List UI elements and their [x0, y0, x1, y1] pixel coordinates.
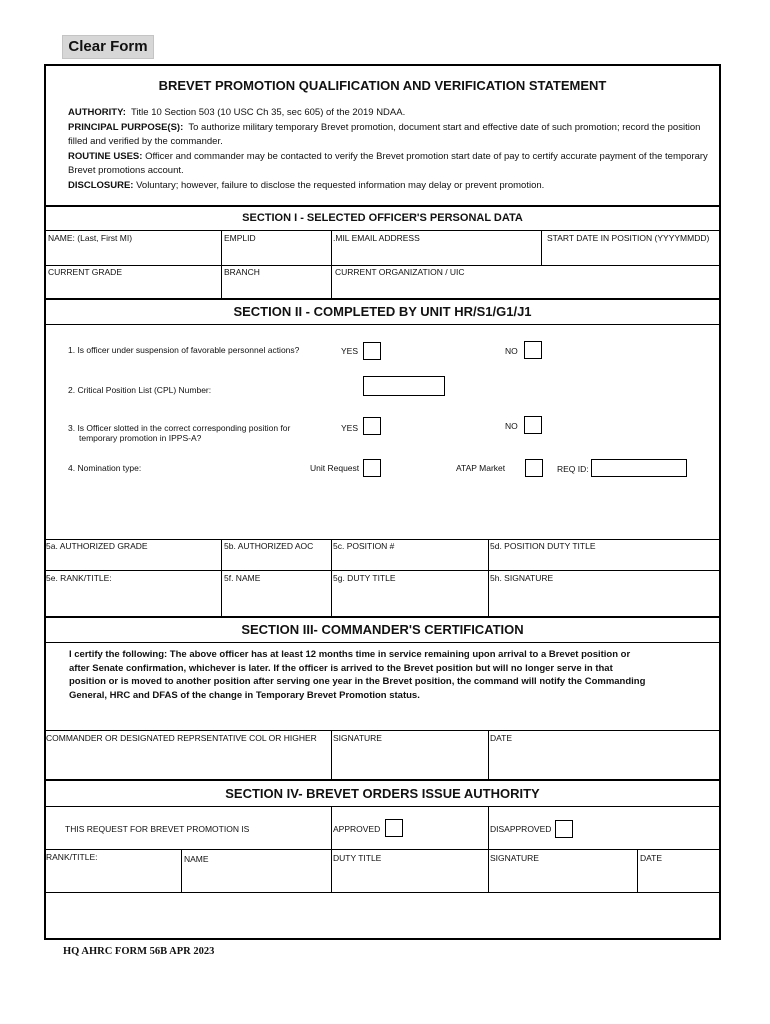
approved-checkbox[interactable] — [385, 819, 403, 837]
cell-border — [488, 539, 489, 617]
q1-yes-label: YES — [341, 346, 359, 356]
authority-text: Title 10 Section 503 (10 USC Ch 35, sec 605) of the 2019 NDAA. — [130, 107, 406, 118]
current-grade-label: CURRENT GRADE — [48, 267, 122, 277]
divider — [44, 205, 721, 207]
q1-no-label: NO — [505, 346, 518, 356]
cell-border — [221, 539, 222, 617]
divider — [44, 298, 721, 300]
authority-label: AUTHORITY: — [68, 107, 126, 118]
divider — [44, 806, 721, 807]
certification-line: position or is moved to another position after serving one year in the Brevet position, the command will notify the Commanding — [69, 676, 646, 687]
request-status-text: THIS REQUEST FOR BREVET PROMOTION IS — [65, 824, 250, 834]
atap-market-label: ATAP Market — [456, 463, 506, 473]
q1-no-checkbox[interactable] — [524, 341, 542, 359]
privacy-statement — [68, 106, 708, 193]
commander-label: COMMANDER OR DESIGNATED REPRSENTATIVE COL OR HIGHER — [46, 733, 317, 743]
name-label: NAME: (Last, First MI) — [48, 233, 133, 243]
purpose-label: PRINCIPAL PURPOSE(S): — [68, 121, 184, 133]
organization-label: CURRENT ORGANIZATION / UIC — [335, 267, 465, 277]
commander-date-label: DATE — [490, 733, 513, 743]
req-id-label: REQ ID: — [557, 464, 589, 474]
certification-line: after Senate confirmation, whichever is later. If the officer is arrived to the Brevet position but will no longer serve in that — [69, 662, 613, 674]
unit-request-checkbox[interactable] — [363, 459, 381, 477]
cpl-number-input[interactable] — [363, 376, 445, 396]
q3-no-checkbox[interactable] — [524, 416, 542, 434]
disapproved-label: DISAPPROVED — [490, 824, 552, 834]
routine-uses-label: ROUTINE USES: — [68, 150, 143, 162]
form-title: BREVET PROMOTION QUALIFICATION AND VERIFICATION STATEMENT — [158, 78, 607, 93]
authorized-aoc-label: 5b. AUTHORIZED AOC — [224, 541, 314, 551]
position-number-label: 5c. POSITION # — [333, 541, 395, 551]
question-slotted-line2: temporary promotion in IPPS-A? — [79, 433, 202, 443]
clear-form-button[interactable]: Clear Form — [62, 35, 154, 59]
start-date-label: START DATE IN POSITION (YYYYMMDD) — [547, 233, 710, 243]
divider — [44, 570, 721, 571]
q3-no-label: NO — [505, 421, 518, 431]
section3-title: SECTION III- COMMANDER'S CERTIFICATION — [241, 622, 524, 637]
form-number: HQ AHRC FORM 56B APR 2023 — [63, 946, 215, 957]
cell-border — [181, 849, 182, 893]
disapproved-checkbox[interactable] — [555, 820, 573, 838]
unit-request-label: Unit Request — [310, 463, 360, 473]
divider — [44, 730, 721, 731]
authority-signature-label: SIGNATURE — [490, 853, 539, 863]
cell-border — [331, 730, 332, 780]
q1-yes-checkbox[interactable] — [363, 342, 381, 360]
cell-border — [541, 230, 542, 265]
question-suspension: 1. Is officer under suspension of favorable personnel actions? — [68, 345, 300, 355]
req-id-input[interactable] — [591, 459, 687, 477]
divider — [44, 616, 721, 618]
divider — [44, 539, 721, 540]
question-slotted-line1: 3. Is Officer slotted in the correct corresponding position for — [68, 423, 291, 433]
divider — [44, 642, 721, 643]
question-cpl-number: 2. Critical Position List (CPL) Number: — [68, 385, 212, 395]
rank-title-label: 5e. RANK/TITLE: — [46, 573, 112, 583]
divider — [44, 265, 721, 266]
emplid-label: EMPLID — [224, 233, 256, 243]
authority-date-label: DATE — [640, 853, 663, 863]
authority-duty-title-label: DUTY TITLE — [333, 853, 382, 863]
section2-title: SECTION II - COMPLETED BY UNIT HR/S1/G1/J1 — [233, 304, 532, 319]
authorized-grade-label: 5a. AUTHORIZED GRADE — [46, 541, 148, 551]
q3-yes-checkbox[interactable] — [363, 417, 381, 435]
divider — [44, 324, 721, 325]
certification-statement — [69, 648, 709, 702]
cell-border — [488, 730, 489, 780]
divider — [44, 779, 721, 781]
commander-signature-label: SIGNATURE — [333, 733, 382, 743]
section1-title: SECTION I - SELECTED OFFICER'S PERSONAL DATA — [242, 212, 523, 224]
authority-rank-title-label: RANK/TITLE: — [46, 852, 98, 862]
disclosure-text: Voluntary; however, failure to disclose the requested information may delay or prevent promotion. — [136, 179, 545, 191]
disclosure-label: DISCLOSURE: — [68, 179, 134, 191]
purpose-text: To authorize military temporary Brevet promotion, document start and effective date of such promotion; record the position filled and verified by the commander. — [68, 121, 701, 147]
form-frame — [44, 64, 721, 940]
divider — [44, 892, 721, 893]
cell-border — [331, 539, 332, 617]
position-duty-title-label: 5d. POSITION DUTY TITLE — [490, 541, 596, 551]
routine-uses-text: Officer and commander may be contacted to verify the Brevet promotion start date of pay to certify accurate payment of the temporary Brevet promotions account. — [68, 150, 708, 176]
authority-name-label: NAME — [184, 854, 209, 864]
email-label: .MIL EMAIL ADDRESS — [333, 233, 420, 243]
q3-yes-label: YES — [341, 423, 359, 433]
hr-name-label: 5f. NAME — [224, 573, 261, 583]
certification-line: I certify the following: The above officer has at least 12 months time in service remaining upon arrival to a Brevet position or — [69, 649, 631, 660]
section4-title: SECTION IV- BREVET ORDERS ISSUE AUTHORITY — [225, 786, 540, 801]
hr-duty-title-label: 5g. DUTY TITLE — [333, 573, 396, 583]
divider — [44, 230, 721, 231]
approved-label: APPROVED — [333, 824, 381, 834]
question-nomination-type: 4. Nomination type: — [68, 463, 142, 473]
divider — [44, 849, 721, 850]
atap-market-checkbox[interactable] — [525, 459, 543, 477]
branch-label: BRANCH — [224, 267, 260, 277]
hr-signature-label: 5h. SIGNATURE — [490, 573, 554, 583]
cell-border — [637, 849, 638, 893]
certification-line: General, HRC and DFAS of the change in Temporary Brevet Promotion status. — [69, 689, 420, 701]
